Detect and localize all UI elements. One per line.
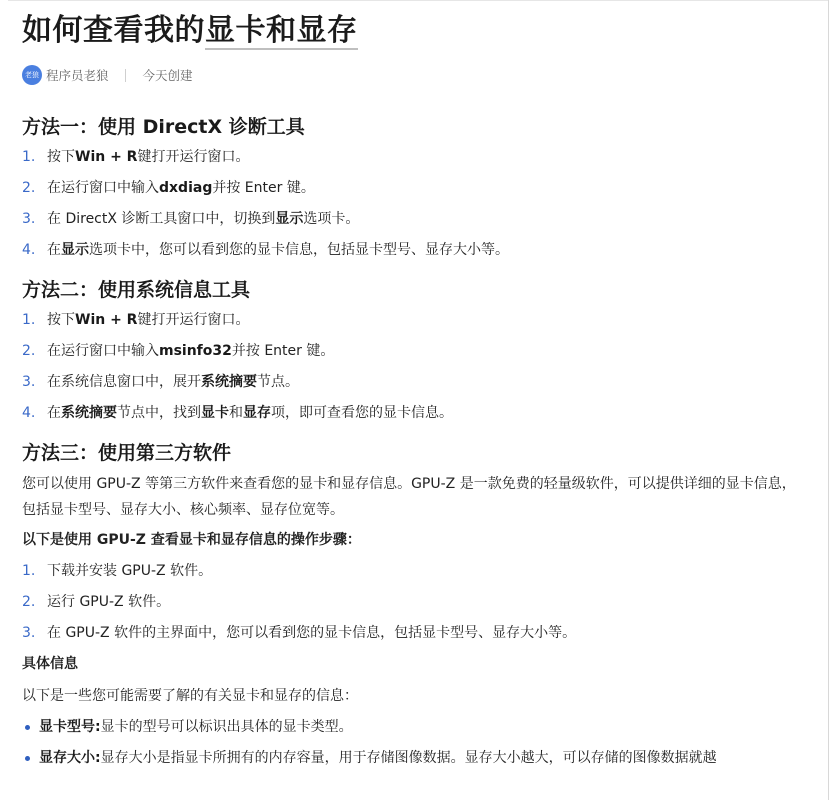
list-item xyxy=(22,398,809,429)
step-text: 选项卡中，您可以看到您的显卡信息，包括显卡型号、显存大小等。 xyxy=(89,242,509,258)
step-bold-text: 显存 xyxy=(243,405,271,421)
list-item xyxy=(22,142,809,173)
step-text: 节点。 xyxy=(257,374,299,390)
bullet-icon xyxy=(25,756,30,761)
step-text: 键打开运行窗口。 xyxy=(137,149,250,165)
title-underlined-text: 显卡和显存 xyxy=(205,13,358,48)
list-item xyxy=(22,556,809,587)
step-text: 在运行窗口中输入 xyxy=(47,343,159,359)
step-text: 并按 Enter 键。 xyxy=(231,343,335,359)
meta-divider xyxy=(125,69,126,82)
step-number: 1. xyxy=(22,563,36,579)
step-text: 在 GPU-Z 软件的主界面中，您可以看到您的显卡信息，包括显卡型号、显存大小等。 xyxy=(47,625,577,641)
step-bold-text: Win + R xyxy=(75,312,138,328)
step-bold-text: dxdiag xyxy=(159,180,213,196)
list-item xyxy=(22,204,809,235)
step-text: 项，即可查看您的显卡信息。 xyxy=(271,405,453,421)
article-meta xyxy=(22,64,809,86)
item-text: 显存大小是指显卡所拥有的内存容量，用于存储图像数据。显存大小越大，可以存储的图像数据就越 xyxy=(100,750,717,766)
step-bold-text: 显示 xyxy=(275,211,304,227)
method1-steps xyxy=(22,142,809,266)
step-number: 4. xyxy=(22,242,36,258)
step-bold-text: 系统摘要 xyxy=(61,405,117,421)
title-text: 如何查看我的 xyxy=(22,13,205,48)
item-label: 显卡型号: xyxy=(39,719,101,735)
list-item xyxy=(22,618,809,649)
step-text: 在 xyxy=(47,242,61,258)
avatar[interactable]: 老狼 xyxy=(22,65,42,85)
step-text: 在 DirectX 诊断工具窗口中，切换到 xyxy=(47,211,276,227)
step-number: 3. xyxy=(22,625,36,641)
step-number: 1. xyxy=(22,312,36,328)
list-item xyxy=(22,367,809,398)
step-text: 在系统信息窗口中，展开 xyxy=(47,374,201,390)
step-text: 下载并安装 GPU-Z 软件。 xyxy=(47,563,213,579)
details-intro: 以下是一些您可能需要了解的有关显卡和显存的信息： xyxy=(22,688,358,704)
step-number: 2. xyxy=(22,343,36,359)
step-number: 3. xyxy=(22,374,36,390)
item-text: 显卡的型号可以标识出具体的显卡类型。 xyxy=(100,719,353,735)
method2-steps xyxy=(22,305,809,429)
step-number: 2. xyxy=(22,180,36,196)
step-number: 3. xyxy=(22,211,36,227)
list-item xyxy=(22,336,809,367)
step-bold-text: msinfo32 xyxy=(159,343,232,359)
bullet-icon xyxy=(25,725,30,730)
list-item xyxy=(22,743,809,774)
step-number: 1. xyxy=(22,149,36,165)
method3-lead: 以下是使用 GPU-Z 查看显卡和显存信息的操作步骤： xyxy=(22,532,361,548)
step-bold-text: 显卡 xyxy=(201,405,229,421)
page-title xyxy=(22,0,809,48)
step-text: 选项卡。 xyxy=(303,211,360,227)
step-number: 4. xyxy=(22,405,36,421)
list-item xyxy=(22,173,809,204)
step-text: 在 xyxy=(47,405,61,421)
step-text: 按下 xyxy=(47,149,75,165)
item-label: 显存大小: xyxy=(39,750,101,766)
created-time: 今天创建 xyxy=(142,68,193,83)
list-item xyxy=(22,712,809,743)
step-bold-text: 显示 xyxy=(61,242,89,258)
list-item xyxy=(22,235,809,266)
method3-steps xyxy=(22,556,809,649)
step-text: 和 xyxy=(229,405,243,421)
section-heading-method1: 方法一：使用 DirectX 诊断工具 xyxy=(22,116,305,138)
step-bold-text: 系统摘要 xyxy=(201,374,257,390)
method3-paragraph: 您可以使用 GPU-Z 等第三方软件来查看您的显卡和显存信息。GPU-Z 是一款免费的轻量级软件，可以提供详细的显卡信息，包括显卡型号、显存大小、核心频率、显存位宽等。 xyxy=(22,476,796,518)
step-bold-text: Win + R xyxy=(75,149,138,165)
section-heading-method2: 方法二：使用系统信息工具 xyxy=(22,279,251,301)
author-name[interactable]: 程序员老狼 xyxy=(46,68,109,83)
step-number: 2. xyxy=(22,594,36,610)
step-text: 节点中，找到 xyxy=(117,405,201,421)
step-text: 在运行窗口中输入 xyxy=(47,180,159,196)
step-text: 并按 Enter 键。 xyxy=(212,180,315,196)
list-item xyxy=(22,587,809,618)
details-heading: 具体信息 xyxy=(22,656,78,672)
list-item xyxy=(22,305,809,336)
step-text: 键打开运行窗口。 xyxy=(137,312,250,328)
step-text: 运行 GPU-Z 软件。 xyxy=(47,594,171,610)
section-heading-method3: 方法三：使用第三方软件 xyxy=(22,442,232,464)
details-list xyxy=(22,712,809,774)
step-text: 按下 xyxy=(47,312,75,328)
